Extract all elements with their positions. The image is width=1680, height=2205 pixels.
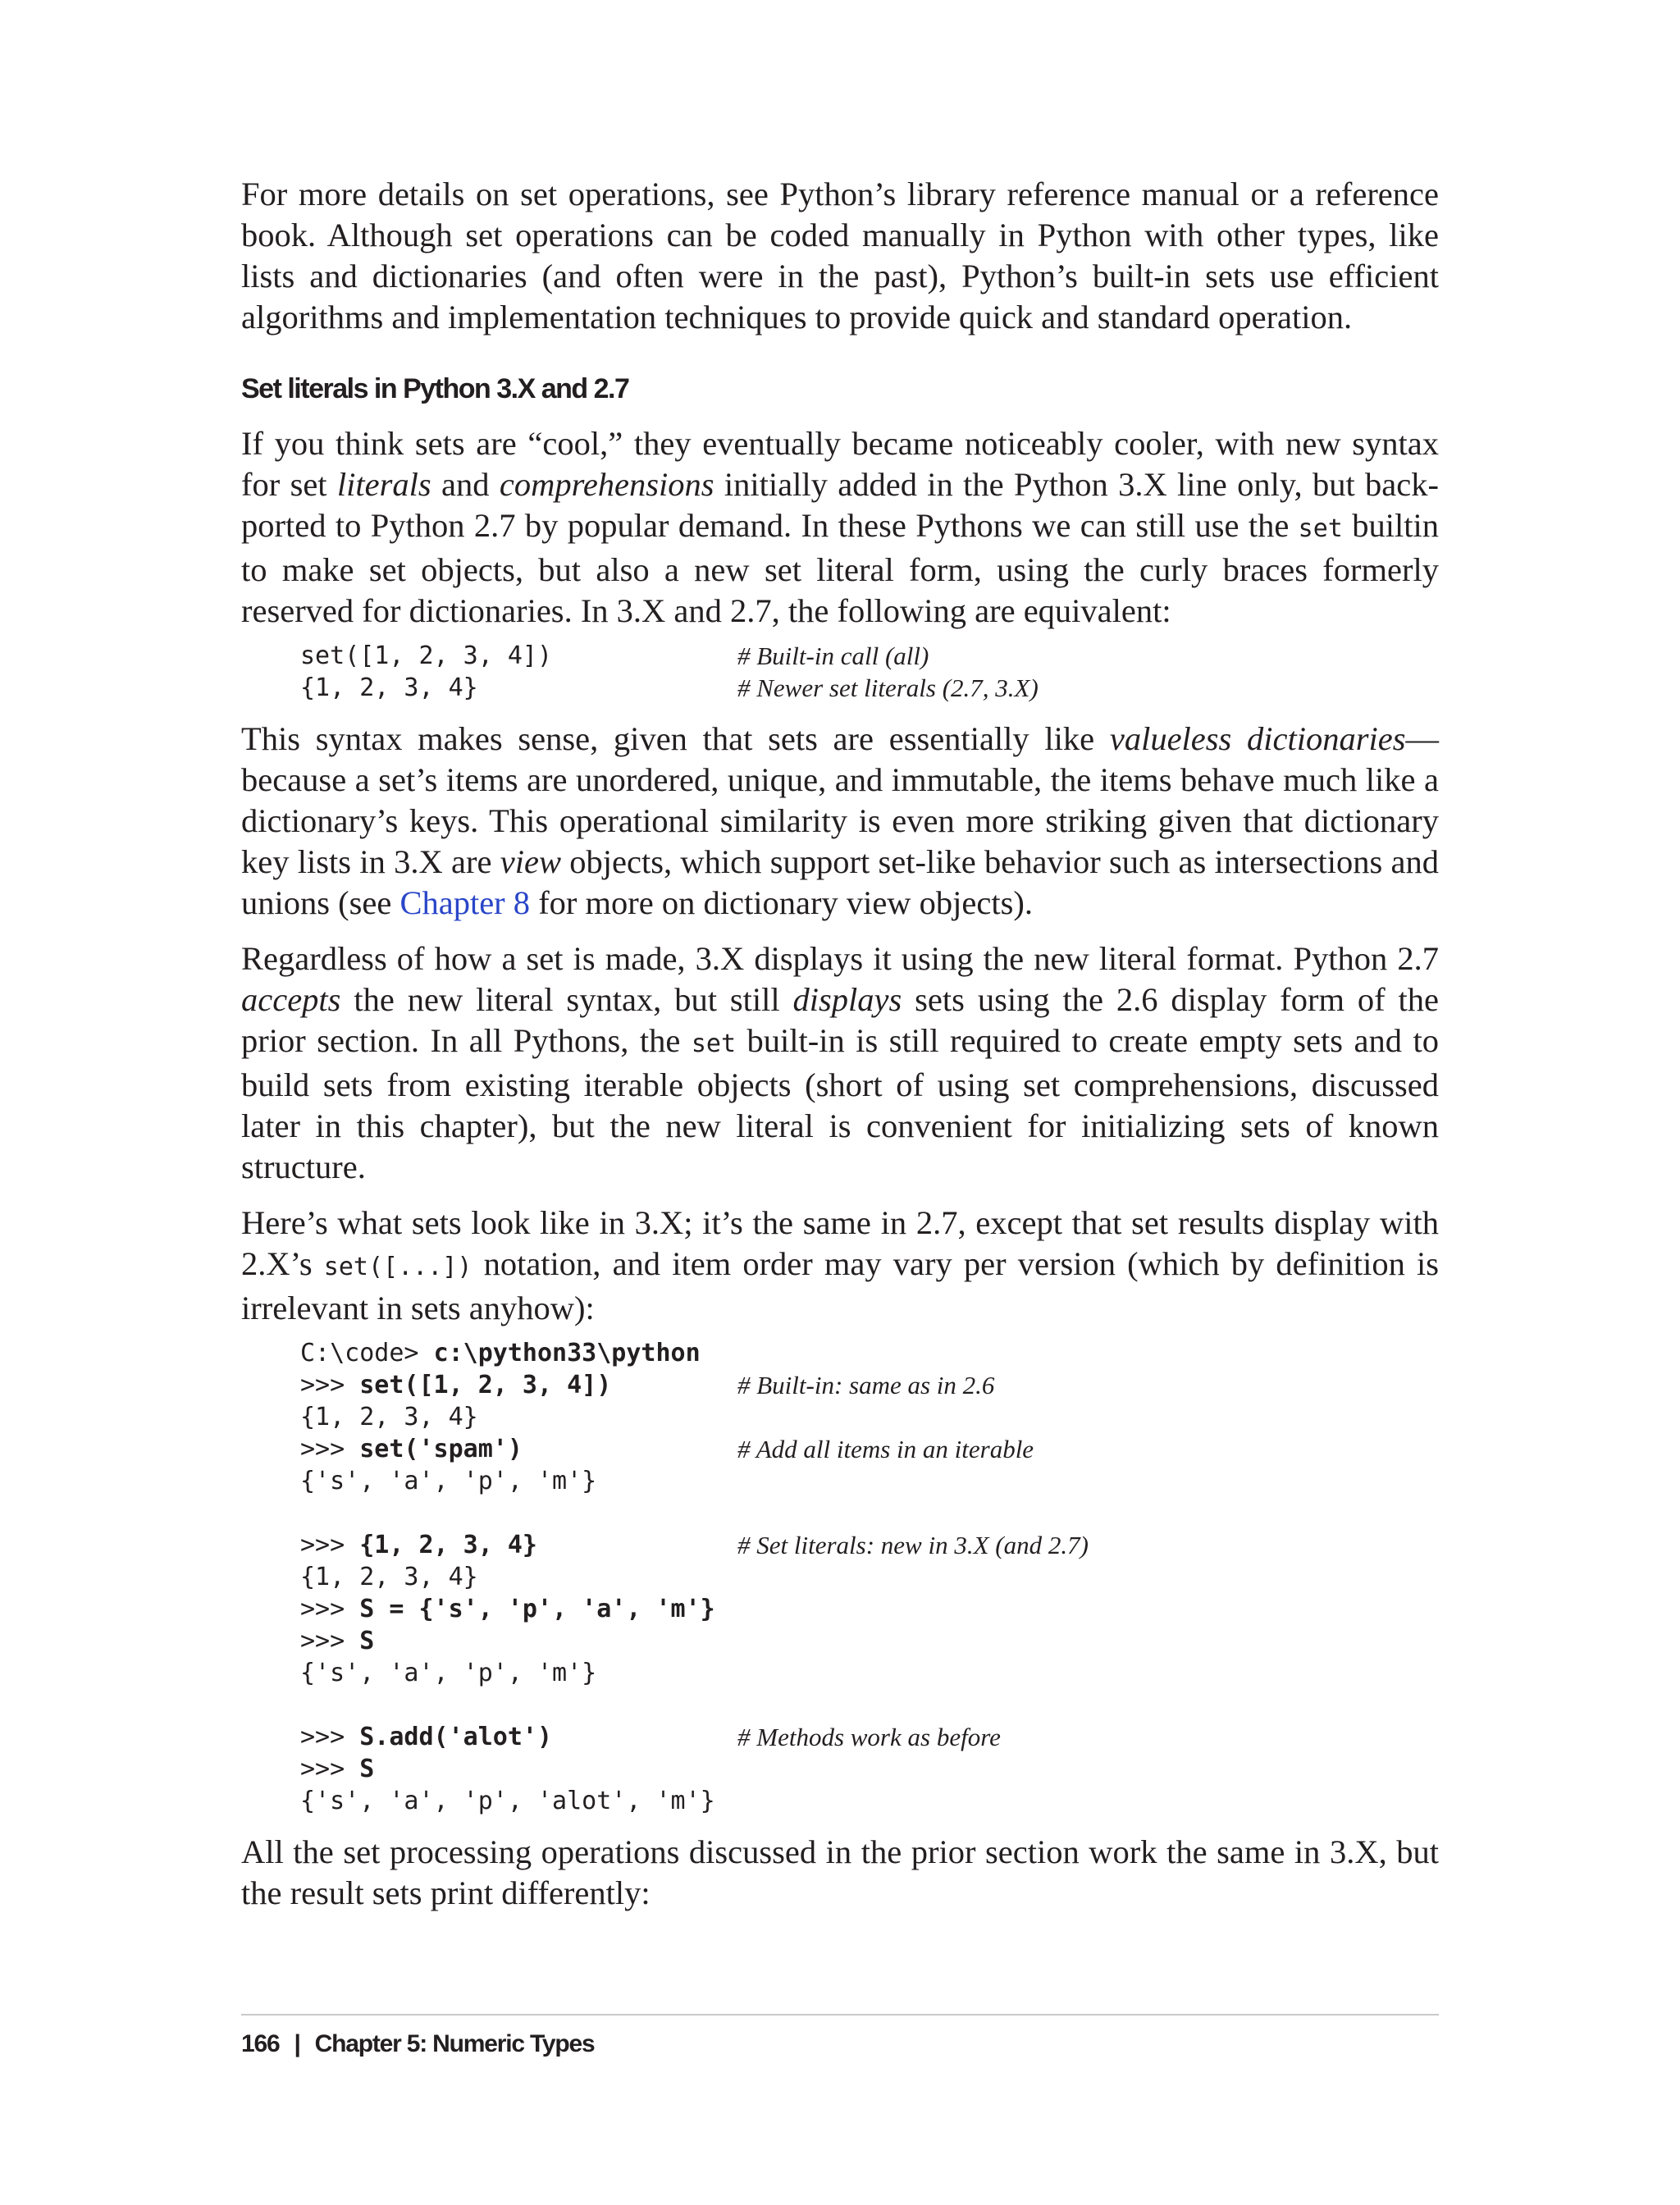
footer-rule xyxy=(241,2014,1439,2016)
emphasis-comprehensions: comprehensions xyxy=(499,466,714,503)
code-line: >>> S = {'s', 'p', 'a', 'm'} xyxy=(300,1595,715,1623)
code-block-interactive-session xyxy=(300,1337,1439,1817)
page-footer xyxy=(241,2014,1439,2058)
code-comment: # Newer set literals (2.7, 3.X) xyxy=(737,673,1039,702)
paragraph-valueless-dictionaries: This syntax makes sense, given that sets are essentially like valueless dictionaries— because a set’s items are unordered, unique, and immutable, the items behave much like a dictionary’s keys. This operational similarity is even more striking given that dictionary key lists in 3.X are view objects, which support set-like behavior such as intersections and unions (see Chapter 8 for more on dictionary view objects). xyxy=(241,720,1440,921)
code-comment: # Add all items in an iterable xyxy=(737,1435,1034,1463)
chapter-8-link[interactable]: Chapter 8 xyxy=(399,884,531,921)
code-comment: # Built-in: same as in 2.6 xyxy=(737,1371,995,1399)
code-blank-line xyxy=(300,1497,1439,1529)
code-line: {1, 2, 3, 4} xyxy=(300,1403,478,1431)
code-line: >>> S xyxy=(300,1627,375,1655)
inline-code-set: set xyxy=(1298,514,1343,543)
code-block-equivalent-forms xyxy=(300,640,1439,704)
section-heading: Set literals in Python 3.X and 2.7 xyxy=(241,373,629,404)
code-comment: # Built-in call (all) xyxy=(737,641,929,670)
inline-code-set: set xyxy=(691,1029,737,1058)
code-line: {'s', 'a', 'p', 'alot', 'm'} xyxy=(300,1787,715,1815)
code-line: >>> S xyxy=(300,1755,375,1783)
code-comment: # Methods work as before xyxy=(737,1723,1001,1751)
emphasis-view: view xyxy=(500,843,561,880)
code-line: {'s', 'a', 'p', 'm'} xyxy=(300,1467,597,1495)
code-line: >>> S.add('alot') # Methods work as before xyxy=(300,1723,1001,1751)
inline-code-set-notation: set([...]) xyxy=(323,1253,472,1281)
page-content xyxy=(241,174,1439,1914)
footer-text xyxy=(241,2030,1439,2058)
code-blank-line xyxy=(300,1689,1439,1721)
paragraph-sets-in-3x: Here’s what sets look like in 3.X; it’s the same in 2.7, except that set results display with 2.X’s set([...]) notation, and item order may vary per version (which by definition is irrelevant in sets anyhow): xyxy=(241,1204,1440,1326)
emphasis-literals: literals xyxy=(336,466,431,503)
paragraph-display-format: Regardless of how a set is made, 3.X displays it using the new literal format. Python 2.7 accepts the new literal syntax, but still displays sets using the 2.6 display form of the prior section. In all Pythons, the set built-in is still required to create empty sets and to build sets from existing iterable objects (short of using set comprehensions, discussed later in this chapter), but the new literal is convenient for initializing sets of known structure. xyxy=(241,940,1439,1185)
page-number: 166 xyxy=(241,2030,280,2057)
code-line: >>> {1, 2, 3, 4} # Set literals: new in 3.X (and 2.7) xyxy=(300,1531,1089,1559)
footer-separator: | xyxy=(294,2030,300,2057)
code-line: >>> set([1, 2, 3, 4]) # Built-in: same as in 2.6 xyxy=(300,1371,995,1399)
emphasis-valueless-dictionaries: valueless dictionaries xyxy=(1109,720,1406,757)
code-comment: # Set literals: new in 3.X (and 2.7) xyxy=(737,1531,1089,1559)
chapter-title: Chapter 5: Numeric Types xyxy=(314,2030,595,2057)
paragraph-set-operations-details: For more details on set operations, see Python’s library reference manual or a reference book. Although set operations can be coded manually in Python with other types, like lists and dictionaries (and often were in the past), Python’s built-in sets use efficient algorithms and implementation techniques to provide quick and standard operation. xyxy=(241,176,1439,336)
paragraph-result-sets-print: All the set processing operations discussed in the prior section work the same in 3.X, but the result sets print differently: xyxy=(241,1833,1439,1911)
code-line: {1, 2, 3, 4} xyxy=(300,1563,478,1591)
code-line: C:\code> c:\python33\python xyxy=(300,1339,701,1367)
emphasis-accepts: accepts xyxy=(241,981,341,1018)
code-line: {'s', 'a', 'p', 'm'} xyxy=(300,1659,597,1687)
paragraph-set-literals-intro: If you think sets are “cool,” they eventually became noticeably cooler, with new syntax for set literals and comprehensions initially added in the Python 3.X line only, but backported to Python 2.7 by popular demand. In these Pythons we can still use the set builtin to make set objects, but also a new set literal form, using the curly braces formerly reserved for dictionaries. In 3.X and 2.7, the following are equivalent: xyxy=(241,425,1439,629)
code-line: set([1, 2, 3, 4]) # Built-in call (all) xyxy=(300,641,929,670)
code-line: >>> set('spam') # Add all items in an iterable xyxy=(300,1435,1034,1463)
code-line: {1, 2, 3, 4} # Newer set literals (2.7, 3.X) xyxy=(300,673,1039,702)
emphasis-displays: displays xyxy=(792,981,902,1018)
